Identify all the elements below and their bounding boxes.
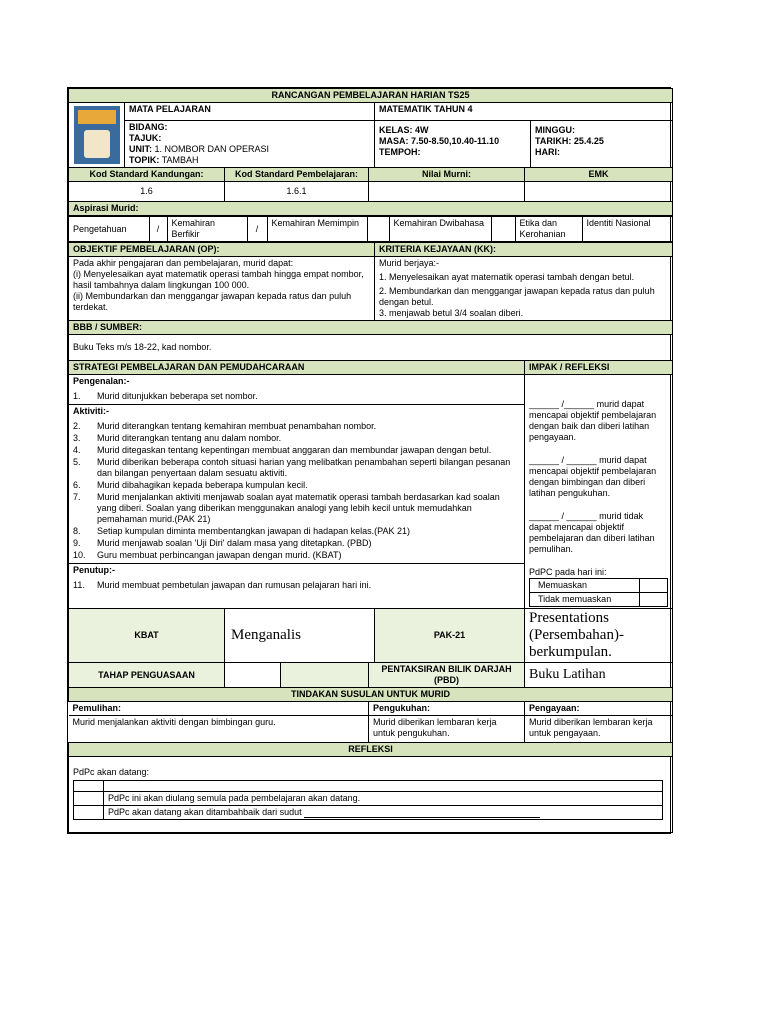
aspirasi-item: Etika dan Kerohanian <box>515 217 582 242</box>
values-value <box>369 182 525 202</box>
option-row-text <box>104 806 663 820</box>
aspirasi-item: Kemahiran Dwibahasa <box>389 217 491 242</box>
bidang-label: BIDANG: <box>129 122 168 132</box>
subject-value: MATEMATIK TAHUN 4 <box>375 103 673 121</box>
tarikh-text: TARIKH: 25.4.25 <box>535 136 604 146</box>
list-item: 10. Guru membuat perbincangan jawapan dengan murid. (KBAT) <box>73 550 342 560</box>
option-label: PdPc akan datang akan ditambahbaik dari sudut <box>108 807 302 817</box>
emk-value <box>525 182 673 202</box>
penutup-label: Penutup:- <box>73 565 115 575</box>
kriteria-body <box>375 257 673 321</box>
pengayaan-value: Murid diberikan lembaran kerja untuk pengayaan. <box>529 717 653 738</box>
objektif-line: (ii) Membundarkan dan menggangar jawapan kepada ratus dan puluh terdekat. <box>73 291 352 312</box>
list-item: 6. Murid dibahagikan kepada beberapa kumpulan kecil. <box>73 480 308 490</box>
aspirasi-table <box>69 216 673 242</box>
pemulihan-label: Pemulihan: <box>69 702 369 716</box>
objektif-line: Pada akhir pengajaran dan pembelajaran, murid dapat: <box>73 258 294 268</box>
tahap-value <box>225 663 280 687</box>
list-item: 11. Murid membuat pembetulan jawapan dan rumusan pelajaran hari ini. <box>73 580 372 590</box>
hari-text: HARI: <box>535 147 560 157</box>
penutup-list <box>73 580 520 591</box>
pdpc-label: PdPC pada hari ini: <box>529 567 607 577</box>
aspirasi-check <box>367 217 389 242</box>
impak-body <box>525 375 673 609</box>
values-header: Nilai Murni: <box>369 168 525 182</box>
tindakan-col <box>369 702 525 743</box>
aspirasi-check: / <box>247 217 267 242</box>
option-checkbox[interactable] <box>74 781 104 792</box>
bbm-title: BBB / SUMBER: <box>69 321 673 335</box>
topic-cell <box>125 121 375 168</box>
aspirasi-check <box>491 217 515 242</box>
lesson-plan-sheet <box>67 87 671 834</box>
option-checkbox[interactable] <box>640 593 668 607</box>
refleksi-label: PdPc akan datang: <box>73 767 150 777</box>
pengenalan-list <box>73 391 520 402</box>
aspirasi-item: Kemahiran Memimpin <box>267 217 367 242</box>
list-item: 8. Setiap kumpulan diminta membentangkan jawapan di hadapan kelas.(PAK 21) <box>73 526 411 536</box>
strategi-title: STRATEGI PEMBELAJARAN DAN PEMUDAHCARAAN <box>69 361 525 375</box>
refleksi-body <box>69 757 673 833</box>
standard-content-header: Kod Standard Kandungan: <box>69 168 225 182</box>
bbm-value: Buku Teks m/s 18-22, kad nombor. <box>69 335 673 361</box>
option-checkbox[interactable] <box>640 579 668 593</box>
class-cell <box>375 121 531 168</box>
kbat-label: KBAT <box>69 609 225 663</box>
kriteria-line: 3. menjawab betul 3/4 soalan diberi. <box>379 308 524 318</box>
kriteria-line: 2. Membundarkan dan menggangar jawapan kepada ratus dan puluh dengan betul. <box>379 286 655 307</box>
tahap-label: TAHAP PENGUASAAN <box>69 663 225 688</box>
objektif-title: OBJEKTIF PEMBELAJARAN (OP): <box>69 243 375 257</box>
subject-label: MATA PELAJARAN <box>125 103 375 121</box>
pak21-value: Presentations (Persembahan)-berkumpulan. <box>525 609 673 663</box>
kriteria-title: KRITERIA KEJAYAAN (KK): <box>375 243 673 257</box>
minggu-text: MINGGU: <box>535 125 575 135</box>
pemulihan-value: Murid menjalankan aktiviti dengan bimbingan guru. <box>72 717 276 727</box>
list-item: 2. Murid diterangkan tentang kemahiran membuat penambahan nombor. <box>73 421 377 431</box>
pengukuhan-label: Pengukuhan: <box>369 702 524 716</box>
refleksi-options <box>73 780 663 820</box>
option-label: Memuaskan <box>530 579 640 593</box>
date-cell <box>531 121 673 168</box>
list-item: 1. Murid ditunjukkan beberapa set nombor. <box>73 391 258 401</box>
objektif-line: (i) Menyelesaikan ayat matematik operasi tambah hingga empat nombor, hasil tambahnya dalam lingkungan 100 000. <box>73 269 364 290</box>
lesson-plan-table <box>68 88 673 833</box>
standard-learning-value: 1.6.1 <box>225 182 369 202</box>
impak-text: ______ /______ murid dapat mencapai objektif pembelajaran dengan baik dan diberi latihan pengayaan. <box>529 399 657 442</box>
topik-value: TAMBAH <box>161 155 199 165</box>
standard-learning-header: Kod Standard Pembelajaran: <box>225 168 369 182</box>
option-label: PdPc ini akan diulang semula pada pembelajaran akan datang. <box>104 792 663 806</box>
list-item: 4. Murid ditegaskan tentang kepentingan membuat anggaran dan membundar jawapan dengan betul. <box>73 445 492 455</box>
standard-content-value: 1.6 <box>69 182 225 202</box>
pengukuhan-value: Murid diberikan lembaran kerja untuk pengukuhan. <box>373 717 497 738</box>
option-checkbox[interactable] <box>74 806 104 820</box>
impak-title: IMPAK / REFLEKSI <box>525 361 673 375</box>
objektif-body <box>69 257 375 321</box>
option-checkbox[interactable] <box>74 792 104 806</box>
aktiviti-label: Aktiviti:- <box>73 406 109 416</box>
impak-text: ______ / ______ murid dapat mencapai objektif pembelajaran dengan bimbingan dan diberi latihan pengukuhan. <box>529 455 657 498</box>
tahap-value-cell <box>225 663 369 688</box>
textbook-cover-icon <box>74 106 120 164</box>
impak-text: ______ / ______ murid tidak dapat mencapai objektif pembelajaran dan diberi latihan pemulihan. <box>529 511 655 554</box>
list-item: 3. Murid diterangkan tentang anu dalam nombor. <box>73 433 282 443</box>
option-label: Tidak memuaskan <box>530 593 640 607</box>
pdpc-options <box>529 578 668 607</box>
tempoh-text: TEMPOH: <box>379 147 421 157</box>
list-item: 9. Murid menjawab soalan 'Uji Diri' dalam masa yang ditetapkan. (PBD) <box>73 538 372 548</box>
aktiviti-list <box>73 421 520 561</box>
aspirasi-item: Kemahiran Berfikir <box>167 217 247 242</box>
tindakan-title: TINDAKAN SUSULAN UNTUK MURID <box>69 688 673 702</box>
topik-label: TOPIK: <box>129 155 160 165</box>
kelas-text: KELAS: 4W <box>379 125 429 135</box>
aspirasi-item: Pengetahuan <box>69 217 149 242</box>
list-item: 5. Murid diberikan beberapa contoh situasi harian yang melibatkan penambahan seperti bilangan pesanan dan bilangan penyertaan dalam sesuatu aktiviti. <box>73 457 511 478</box>
list-item: 7. Murid menjalankan aktiviti menjawab soalan ayat matematik operasi tambah berdasarkan kad soalan yang diberi. Soalan yang diberikan menggunakan analogi yang lebih kecil untuk memudahkan pemahaman murid.(PAK 21) <box>73 492 500 524</box>
tindakan-col <box>69 702 369 743</box>
pengenalan-label: Pengenalan:- <box>73 376 130 386</box>
aspirasi-item: Identiti Nasional <box>582 217 673 242</box>
pbd-value: Buku Latihan <box>525 663 673 688</box>
masa-text: MASA: 7.50-8.50,10.40-11.10 <box>379 136 500 146</box>
aspirasi-title: Aspirasi Murid: <box>69 202 673 216</box>
pbd-label: PENTAKSIRAN BILIK DARJAH (PBD) <box>369 663 525 688</box>
pak21-label: PAK-21 <box>375 609 525 663</box>
emk-header: EMK <box>525 168 673 182</box>
aspirasi-check: / <box>149 217 167 242</box>
unit-label: UNIT: <box>129 144 152 154</box>
kriteria-line: Murid berjaya:- <box>379 258 440 268</box>
cover-cell <box>69 103 125 168</box>
strategi-body <box>69 375 525 609</box>
refleksi-title: REFLEKSI <box>69 743 673 757</box>
unit-value: 1. NOMBOR DAN OPERASI <box>154 144 270 154</box>
pengayaan-label: Pengayaan: <box>525 702 672 716</box>
page-title: RANCANGAN PEMBELAJARAN HARIAN TS25 <box>69 89 673 103</box>
tindakan-col <box>525 702 673 743</box>
tajuk-label: TAJUK: <box>129 133 162 143</box>
kbat-value: Menganalis <box>225 609 375 663</box>
kriteria-line: 1. Menyelesaikan ayat matematik operasi tambah dengan betul. <box>379 272 635 282</box>
fill-line[interactable] <box>304 809 540 818</box>
aspirasi-row <box>69 216 673 243</box>
